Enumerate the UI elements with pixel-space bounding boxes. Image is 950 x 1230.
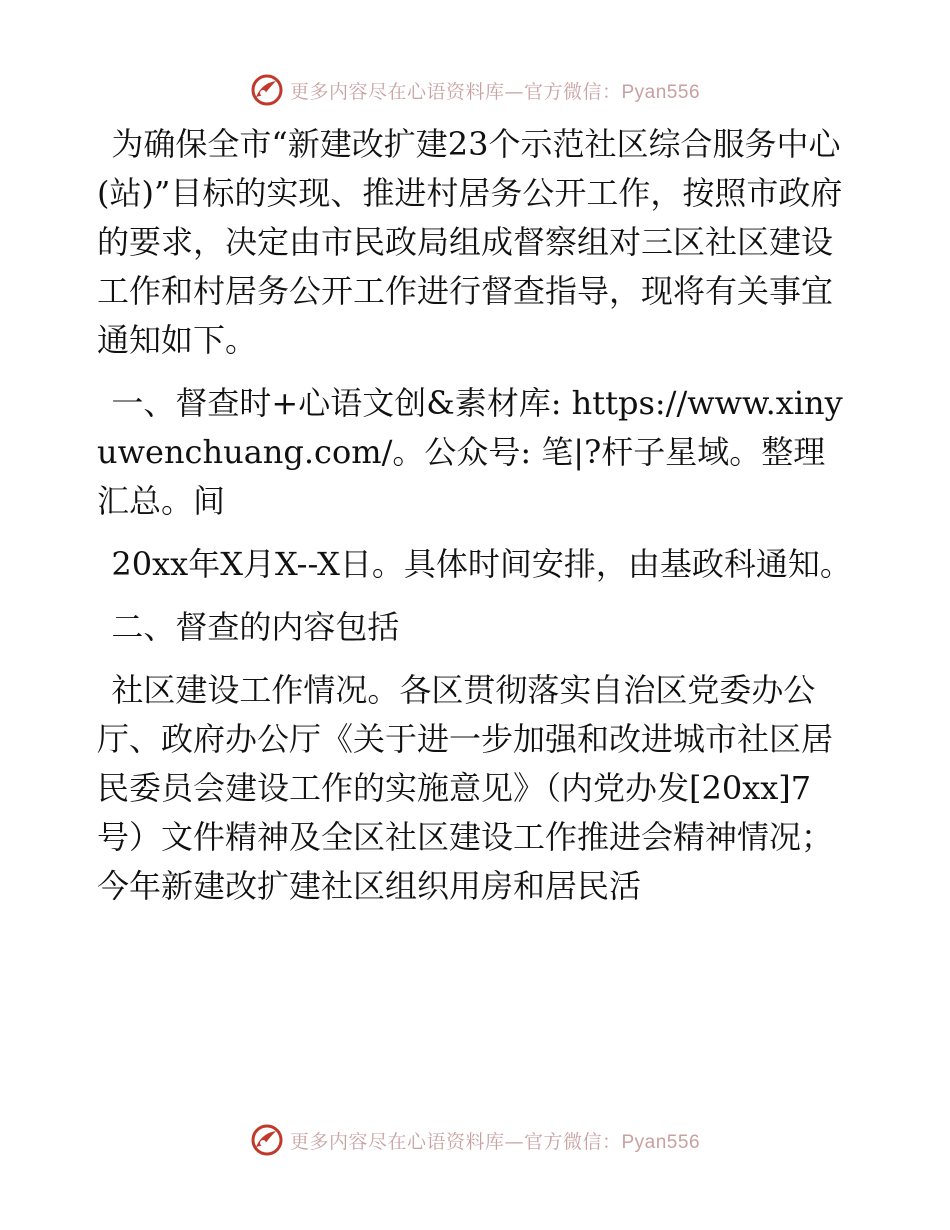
paragraph-section-two: 二、督查的内容包括 [111, 608, 400, 646]
watermark-handle: Pyan556 [621, 1131, 701, 1153]
document-body [97, 120, 857, 925]
brush-logo-icon [250, 73, 284, 107]
paragraph-section-one: 一、督查时+心语文创&素材库: https://www.xinyuwenchuang.com/。公众号: 笔|?杆子星域。整理汇总。间 [97, 384, 843, 520]
header-watermark [0, 70, 950, 110]
watermark-handle: Pyan556 [621, 81, 701, 103]
footer-watermark [0, 1120, 950, 1160]
paragraph-schedule: 20xx年X月X--X日。具体时间安排，由基政科通知。 [111, 545, 852, 583]
watermark-text: 更多内容尽在心语资料库—官方微信：Pyan556 [289, 1130, 701, 1153]
brush-logo-icon [250, 1123, 284, 1157]
paragraph-community-building: 社区建设工作情况。各区贯彻落实自治区党委办公厅、政府办公厅《关于进一步加强和改进城市社区居民委员会建设工作的实施意见》（内党办发[20xx]7号）文件精神及全区社区建设工作推进会精神情况；今年新建改扩建社区组织用房和居民活 [97, 671, 834, 905]
paragraph-intro: 为确保全市“新建改扩建23个示范社区综合服务中心(站)”目标的实现、推进村居务公开工作，按照市政府的要求，决定由市民政局组成督察组对三区社区建设工作和村居务公开工作进行督查指导，现将有关事宜通知如下。 [97, 125, 843, 359]
watermark-text: 更多内容尽在心语资料库—官方微信：Pyan556 [289, 80, 701, 103]
